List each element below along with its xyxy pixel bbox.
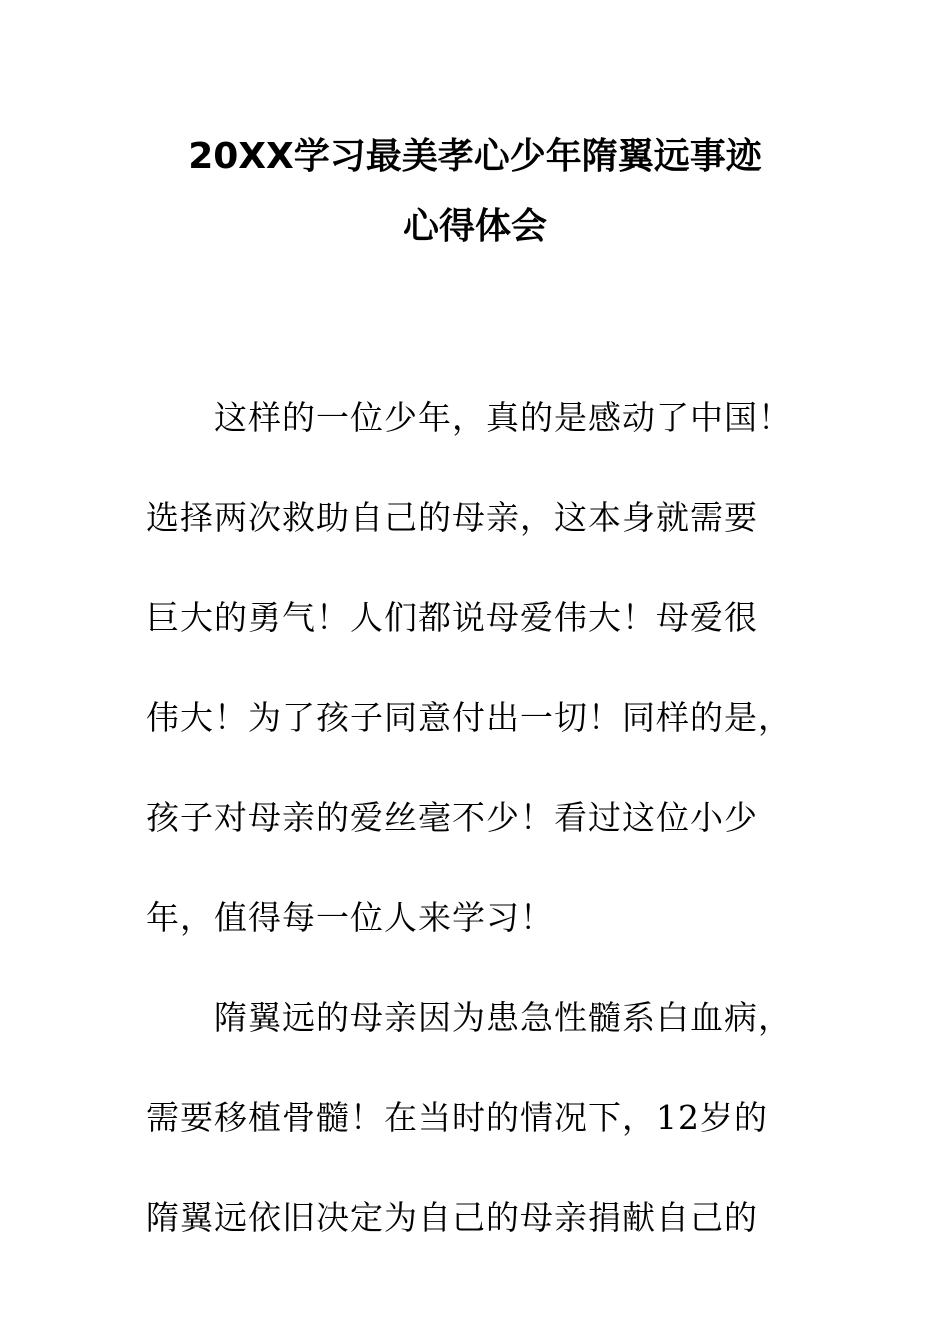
paragraph-2-line-2: 需要移植骨髓！在当时的情况下，12岁的 bbox=[146, 1098, 768, 1137]
paragraph-1-line-6: 年，值得每一位人来学习！ bbox=[146, 898, 554, 937]
title-line-2: 心得体会 bbox=[402, 206, 547, 247]
title-line-1: 20XX学习最美孝心少年隋翼远事迹 bbox=[188, 136, 762, 177]
paragraph-1-line-4: 伟大！为了孩子同意付出一切！同样的是， bbox=[146, 698, 792, 737]
paragraph-2-line-1: 隋翼远的母亲因为患急性髓系白血病， bbox=[214, 998, 792, 1037]
document-body bbox=[146, 368, 806, 1268]
paragraph-2-line-3: 隋翼远依旧决定为自己的母亲捐献自己的 bbox=[146, 1198, 758, 1237]
paragraph-1-line-2: 选择两次救助自己的母亲，这本身就需要 bbox=[146, 498, 758, 537]
paragraph-1-line-3: 巨大的勇气！人们都说母爱伟大！母爱很 bbox=[146, 598, 758, 637]
document-title bbox=[140, 122, 810, 262]
paragraph-1-line-1: 这样的一位少年，真的是感动了中国！ bbox=[214, 398, 792, 437]
paragraph-1-line-5: 孩子对母亲的爱丝毫不少！看过这位小少 bbox=[146, 798, 758, 837]
